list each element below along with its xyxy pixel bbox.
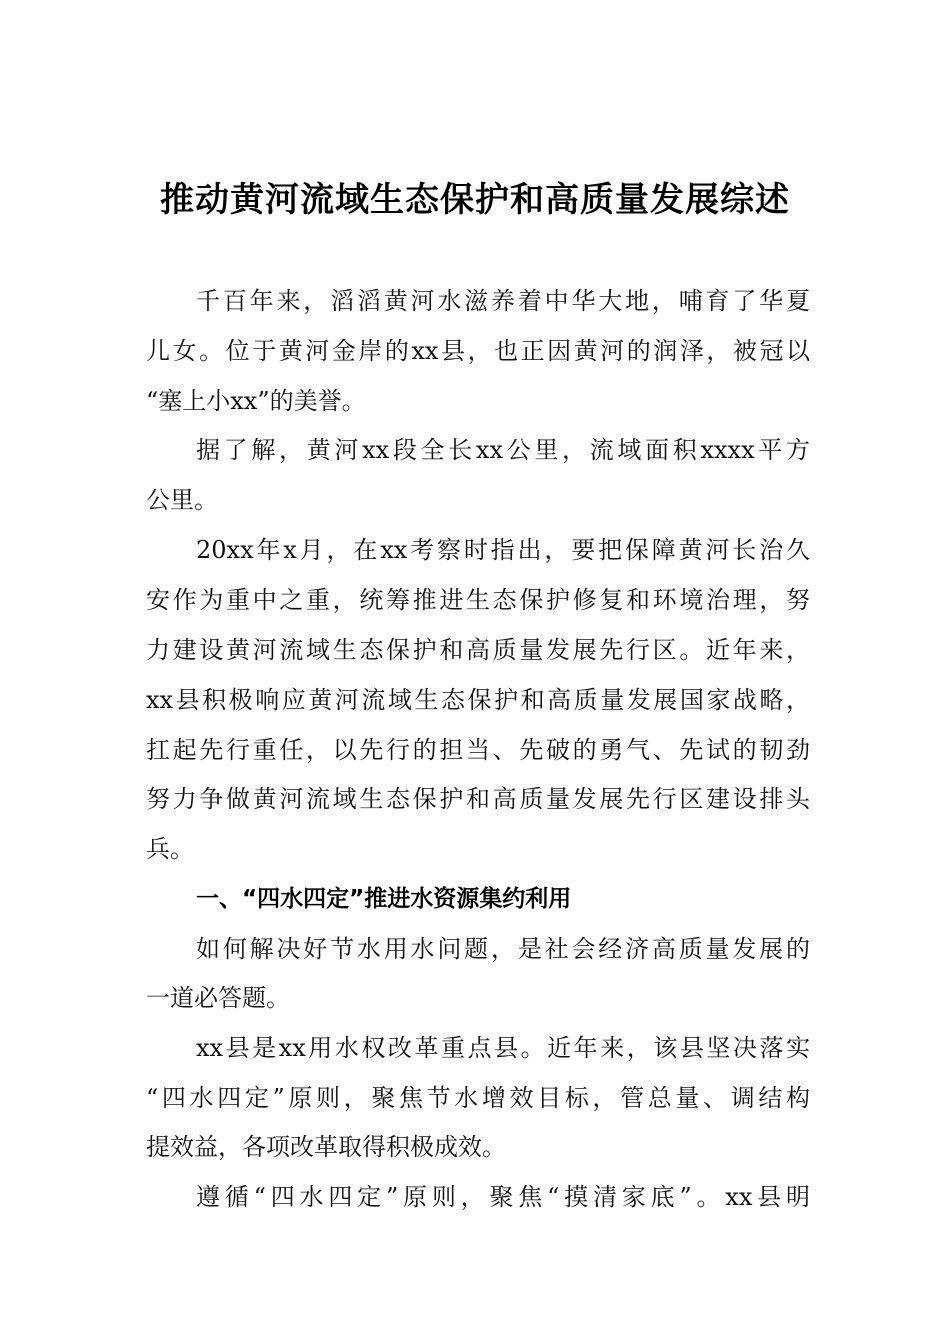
paragraph-line: 一道必答题。 [146,984,290,1012]
paragraph-line: 公里。 [146,486,218,514]
paragraph-line: 如何解决好节水用水问题，是社会经济高质量发展的 [196,935,810,963]
paragraph-line: 提效益，各项改革取得积极成效。 [146,1133,506,1161]
paragraph-line: 20xx年x月，在xx考察时指出，要把保障黄河长治久 [196,536,810,564]
paragraph-line: 扛起先行重任，以先行的担当、先破的勇气、先试的韧劲 [146,736,810,764]
paragraph-line: 遵循“四水四定”原则，聚焦“摸清家底”。xx县明 [196,1183,810,1211]
paragraph-line: 兵。 [146,835,194,863]
paragraph-line: xx县是xx用水权改革重点县。近年来，该县坚决落实 [196,1034,810,1062]
paragraph-line: 据了解，黄河xx段全长xx公里，流域面积xxxx平方 [196,436,810,464]
paragraph-line: 儿女。位于黄河金岸的xx县，也正因黄河的润泽，被冠以 [146,337,810,365]
paragraph-line: 安作为重中之重，统筹推进生态保护修复和环境治理，努 [146,586,810,614]
paragraph-line: “塞上小xx”的美誉。 [146,387,366,415]
paragraph-line: 努力争做黄河流域生态保护和高质量发展先行区建设排头 [146,785,810,813]
document-title: 推动黄河流域生态保护和高质量发展综述 [160,180,790,220]
paragraph-line: 千百年来，滔滔黄河水滋养着中华大地，哺育了华夏 [196,287,810,315]
paragraph-line: “四水四定”原则，聚焦节水增效目标，管总量、调结构 [146,1084,810,1112]
paragraph-line: xx县积极响应黄河流域生态保护和高质量发展国家战略， [146,686,810,714]
section-heading: 一、“四水四定”推进水资源集约利用 [196,886,572,912]
paragraph-line: 力建设黄河流域生态保护和高质量发展先行区。近年来， [146,636,810,664]
